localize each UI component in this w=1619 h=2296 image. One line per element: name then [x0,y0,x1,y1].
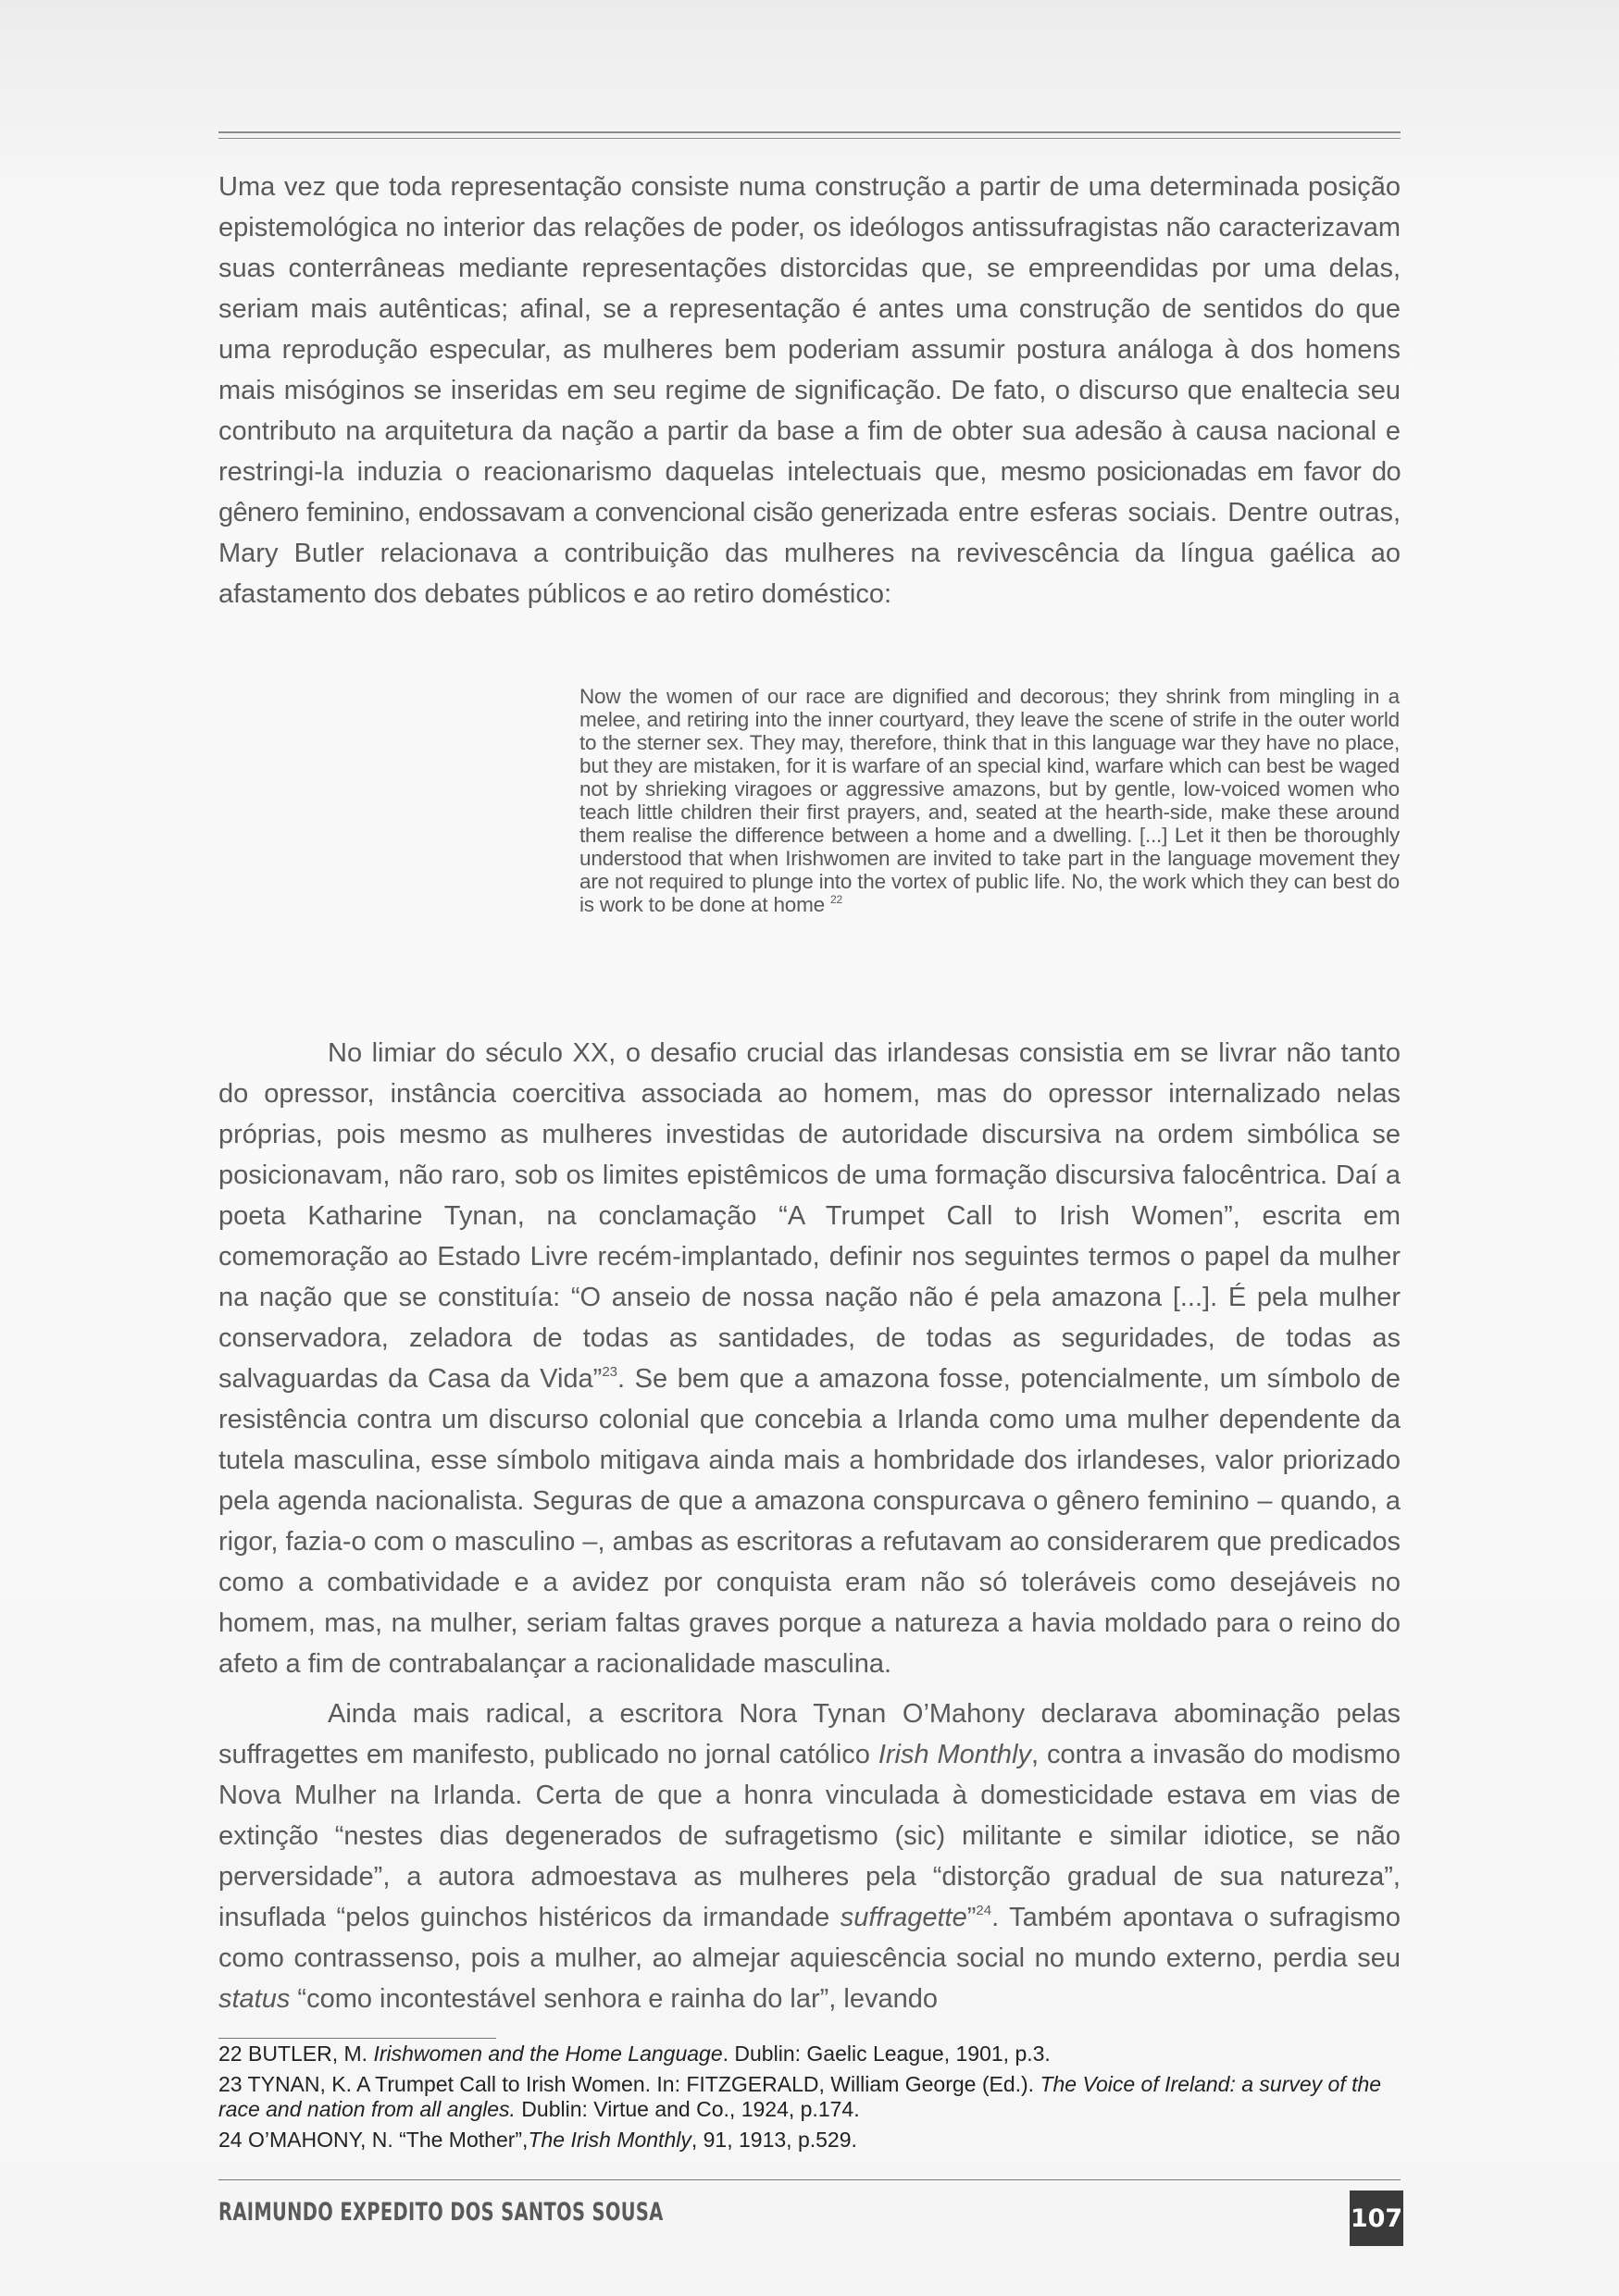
italic-term: suffragette [840,1903,967,1932]
body-paragraph-3 [218,1694,1401,2019]
footnote-ref-23: 23 [602,1364,617,1380]
page-number: 107 [1350,2191,1403,2246]
paragraph-text: Uma vez que toda representação consiste numa construção a partir de uma determinada posição epistemológica no interior das relações de poder, os ideólogos antissufragistas não caracterizavam suas conterrâneas mediante representações distorcidas que, se empreendidas por uma delas, seriam mais autênticas; afinal, se a representação é antes uma construção de sentidos do que uma reprodução especular, as mulheres bem poderiam assumir postura análoga à dos homens mais misóginos se inseridas em seu regime de significação. De fato, o discurso que enaltecia seu contributo na arquitetura da nação a partir da base a fim de obter sua adesão à causa nacional e restringi-la induzia o reacionarismo daquelas intelectuais que, [218,172,1401,487]
block-quote [579,685,1400,916]
footnotes [218,2042,1401,2158]
body-paragraph-2 [218,1033,1401,1684]
paragraph-text: Ainda mais radical, a escritora Nora Tynan O’Mahony declarava abominação pelas suffragettes em manifesto, publicado no jornal católico [218,1699,1401,1769]
body-paragraphs [218,1033,1401,2019]
footnote-23: 23 TYNAN, K. A Trumpet Call to Irish Women. In: FITZGERALD, William George (Ed.). The Voice of Ireland: a survey of the race and nation from all angles. Dublin: Virtue and Co., 1924, p.174. [218,2072,1382,2121]
paragraph-text: , contra a invasão do modismo Nova Mulher na Irlanda. Certa de que a honra vinculada à domesticidade estava em vias de extinção “nestes dias degenerados de sufragetismo (sic) militante e similar idiotice, se não perversidade”, a autora admoestava as mulheres pela “distorção gradual de sua natureza”, insuflada “pelos guinchos histéricos da irmandade [218,1740,1401,1932]
italic-term: status [218,1984,291,2014]
paragraph-text: . Se bem que a amazona fosse, potencialmente, um símbolo de resistência contra um discurso colonial que concebia a Irlanda como uma mulher dependente da tutela masculina, esse símbolo mitigava ainda mais a hombridade dos irlandeses, valor priorizado pela agenda nacionalista. Seguras de que a amazona conspurcava o gênero feminino – quando, a rigor, fazia-o com o masculino –, ambas as escritoras a refutavam ao considerarem que predicados como a combatividade e a avidez por conquista eram não só toleráveis como desejáveis no homem, mas, na mulher, seriam faltas graves porque a natureza a havia moldado para o reino do afeto a fim de contrabalançar a racionalidade masculina. [218,1364,1401,1679]
body-paragraph-1 [218,167,1401,614]
footnote-ref-24: 24 [976,1903,992,1918]
paragraph-text: ” [966,1903,977,1932]
paragraph-text-condensed: mesmo posicionadas em favor do gênero feminino, endossavam a convencional cisão generizada [218,457,1401,527]
paragraph-text: . Também apontava o sufragismo como contrassenso, pois a mulher, ao almejar aquiescência social no mundo externo, perdia seu [218,1903,1401,1973]
footnote-separator [218,2038,496,2039]
journal-title: Irish Monthly [878,1740,1032,1769]
header-rule [218,131,1401,133]
footer-rule [218,2179,1401,2180]
footnote-ref-22: 22 [830,893,842,906]
header-rule-thin [218,138,1401,139]
paragraph-text: No limiar do século XX, o desafio crucial das irlandesas consistia em se livrar não tanto do opressor, instância coercitiva associada ao homem, mas do opressor internalizado nelas próprias, pois mesmo as mulheres investidas de autoridade discursiva na ordem simbólica se posicionavam, não raro, sob os limites epistêmicos de uma formação discursiva falocêntrica. Daí a poeta Katharine Tynan, na conclamação “A Trumpet Call to Irish Women”, escrita em comemoração ao Estado Livre recém-implantado, definir nos seguintes termos o papel da mulher na nação que se constituía: “O anseio de nossa nação não é pela amazona [...]. É pela mulher conservadora, zeladora de todas as santidades, de todas as seguridades, de todas as salvaguardas da Casa da Vida” [218,1038,1401,1394]
paragraph-text: entre esferas sociais. Dentre outras, Mary Butler relacionava a contribuição das mulheres na revivescência da língua gaélica ao afastamento dos debates públicos e ao retiro doméstico: [218,498,1401,609]
footnote-24: 24 O’MAHONY, N. “The Mother”,The Irish Monthly, 91, 1913, p.529. [218,2128,857,2152]
quote-text: Now the women of our race are dignified and decorous; they shrink from mingling in a melee, and retiring into the inner courtyard, they leave the scene of strife in the outer world to the sterner sex. They may, therefore, think that in this language war they have no place, but they are mistaken, for it is warfare of an special kind, warfare which can best be waged not by shrieking viragoes or aggressive amazons, but by gentle, low-voiced women who teach little children their first prayers, and, seated at the hearth-side, make these around them realise the difference between a home and a dwelling. [...] Let it then be thoroughly understood that when Irishwomen are invited to take part in the language movement they are not required to plunge into the vortex of public life. No, the work which they can best do is work to be done at home [579,685,1400,916]
running-footer-author: RAIMUNDO EXPEDITO DOS SANTOS SOUSA [218,2198,664,2227]
paragraph-text: “como incontestável senhora e rainha do lar”, levando [290,1984,938,2014]
footnote-22: 22 BUTLER, M. Irishwomen and the Home Language. Dublin: Gaelic League, 1901, p.3. [218,2042,1051,2066]
